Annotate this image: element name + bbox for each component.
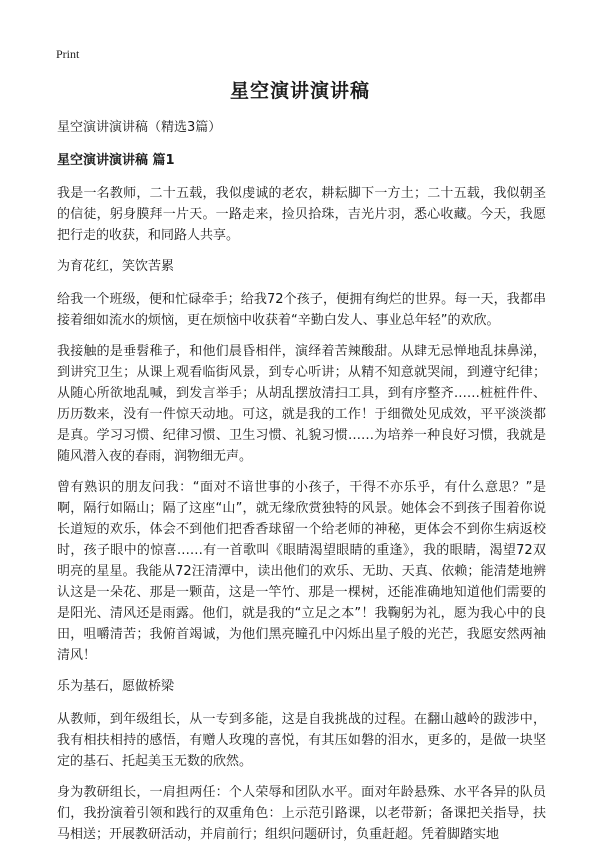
document-body	[57, 117, 546, 855]
subheading-foundation: 乐为基石，愿做桥梁	[57, 679, 175, 694]
paragraph-leader: 从教师，到年级组长，从一专到多能，这是自我挑战的过程。在翻山越岭的跋涉中，我有相扶相持的感悟，有赠人玫瑰的喜悦，有其压如磐的泪水，更多的，是做一块坚定的基石、托起美玉无数的欣然。	[57, 712, 546, 769]
paragraph-habits: 我接触的是垂髫稚子，和他们晨昏相伴，演绎着苦辣酸甜。从肆无忌惮地乱抹鼻涕，到讲究卫生；从课上观看临街风景，到专心听讲；从精不知意就哭闹，到遵守纪律；从随心所欲地乱喊，到发言举手；从胡乱摆放清扫工具，到有序整齐……桩桩件件、历历数来，没有一件惊天动地。可这，就是我的工作！于细微处见成效，平平淡淡都是真。学习习惯、纪律习惯、卫生习惯、礼貌习惯……为培养一种良好习惯，我就是随风潜入夜的春雨，润物细无声。	[57, 344, 546, 464]
section-heading: 星空演讲演讲稿 篇1	[57, 153, 175, 168]
print-label[interactable]: Print	[56, 47, 80, 61]
paragraph-intro: 我是一名教师，二十五载，我似虔诚的老农，耕耘脚下一方土；二十五载，我似朝圣的信徒，躬身膜拜一片天。一路走来，捡贝拾珠，吉光片羽，悉心收藏。今天，我愿把行走的收获，和同路人共享。	[57, 186, 546, 243]
paragraph-research: 身为教研组长，一肩担两任：个人荣辱和团队水平。面对年龄悬殊、水平各异的队员们，我扮演着引领和践行的双重角色：上示范引路课，以老带新；备课把关指导，扶马相送；开展教研活动，并肩前行；组织问题研讨，负重赶超。凭着脚踏实地	[57, 785, 546, 842]
document-title: 星空演讲演讲稿	[229, 80, 370, 102]
paragraph-friend: 曾有熟识的朋友问我：“面对不谙世事的小孩子，干得不亦乐乎，有什么意思？”是啊，隔行如隔山；隔了这座“山”，就无缘欣赏独特的风景。她体会不到孩子围着你说长道短的欢乐，体会不到他们把香香球留一个给老师的神秘，更体会不到你生病返校时，孩子眼中的惊喜……有一首歌叫《眼睛渴望眼睛的重逢》，我的眼睛，渴望72双明亮的星星。我能从72汪清潭中，读出他们的欢乐、无助、天真、依赖；能清楚地辨认这是一朵花、那是一颗苗，这是一竿竹、那是一棵树，还能准确地知道他们需要的是阳光、清风还是雨露。他们，就是我的“立足之本”！我鞠躬为礼，愿为我心中的良田，咀嚼清苦；我俯首竭诚，为他们黑亮瞳孔中闪烁出星子般的光芒，我愿安然两袖清风！	[57, 480, 546, 663]
subheading-flowers: 为育花红，笑饮苦累	[57, 259, 175, 274]
paragraph-class: 给我一个班级，便和忙碌牵手；给我72个孩子，便拥有绚烂的世界。每一天，我都串接着细如流水的烦恼，更在烦恼中收获着“辛勤白发人、事业总年轻”的欢欣。	[57, 292, 546, 328]
document-subtitle: 星空演讲演讲稿（精选3篇）	[57, 120, 222, 135]
